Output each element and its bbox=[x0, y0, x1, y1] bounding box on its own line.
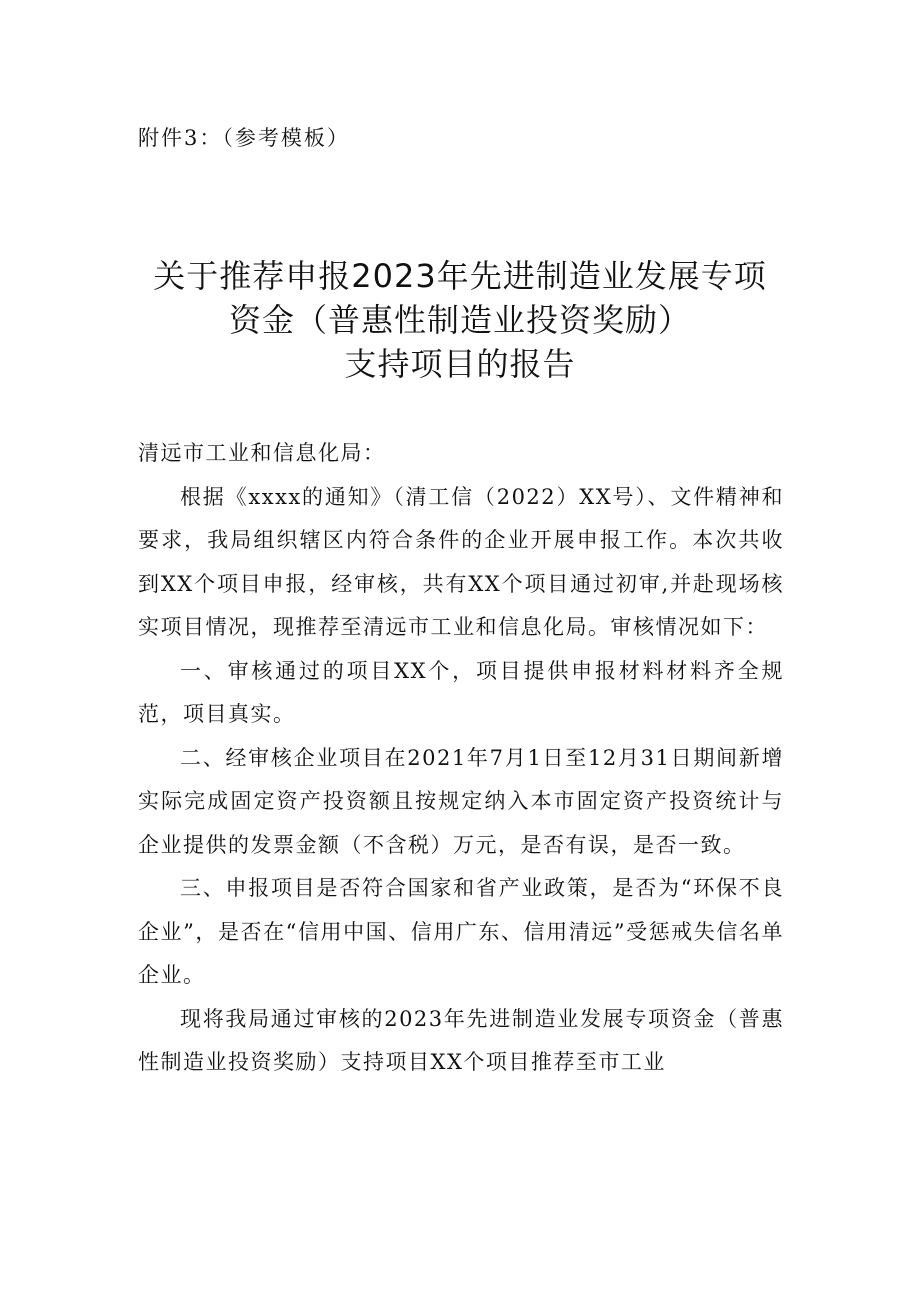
paragraph-item-3: 三、申报项目是否符合国家和省产业政策，是否为“环保不良企业”，是否在“信用中国、信用广东、信用清远”受惩戒失信名单企业。 bbox=[138, 876, 784, 987]
salutation: 清远市工业和信息化局： bbox=[138, 441, 386, 465]
title-line-2: 资金（普惠性制造业投资奖励） bbox=[228, 301, 691, 339]
paragraph-recommendation: 现将我局通过审核的2023年先进制造业发展专项资金（普惠性制造业投资奖励）支持项目XX个项目推荐至市工业 bbox=[138, 1006, 784, 1074]
paragraph-item-1: 一、审核通过的项目XX个，项目提供申报材料材料齐全规范，项目真实。 bbox=[138, 658, 784, 726]
document-body bbox=[138, 432, 784, 1085]
title-line-1: 关于推荐申报2023年先进制造业发展专项 bbox=[153, 257, 767, 295]
title-line-3: 支持项目的报告 bbox=[344, 345, 576, 383]
paragraph-item-2: 二、经审核企业项目在2021年7月1日至12月31日期间新增实际完成固定资产投资额且按规定纳入本市固定资产投资统计与企业提供的发票金额（不含税）万元，是否有误，是否一致。 bbox=[138, 745, 784, 857]
document-title bbox=[100, 254, 820, 386]
paragraph-basis: 根据《xxxx的通知》（清工信（2022）XX号）、文件精神和要求，我局组织辖区内符合条件的企业开展申报工作。本次共收到XX个项目申报，经审核，共有XX个项目通过初审,并赴现场核实项目情况，现推荐至清远市工业和信息化局。审核情况如下： bbox=[138, 484, 784, 639]
attachment-label: 附件3：（参考模板） bbox=[138, 126, 350, 150]
